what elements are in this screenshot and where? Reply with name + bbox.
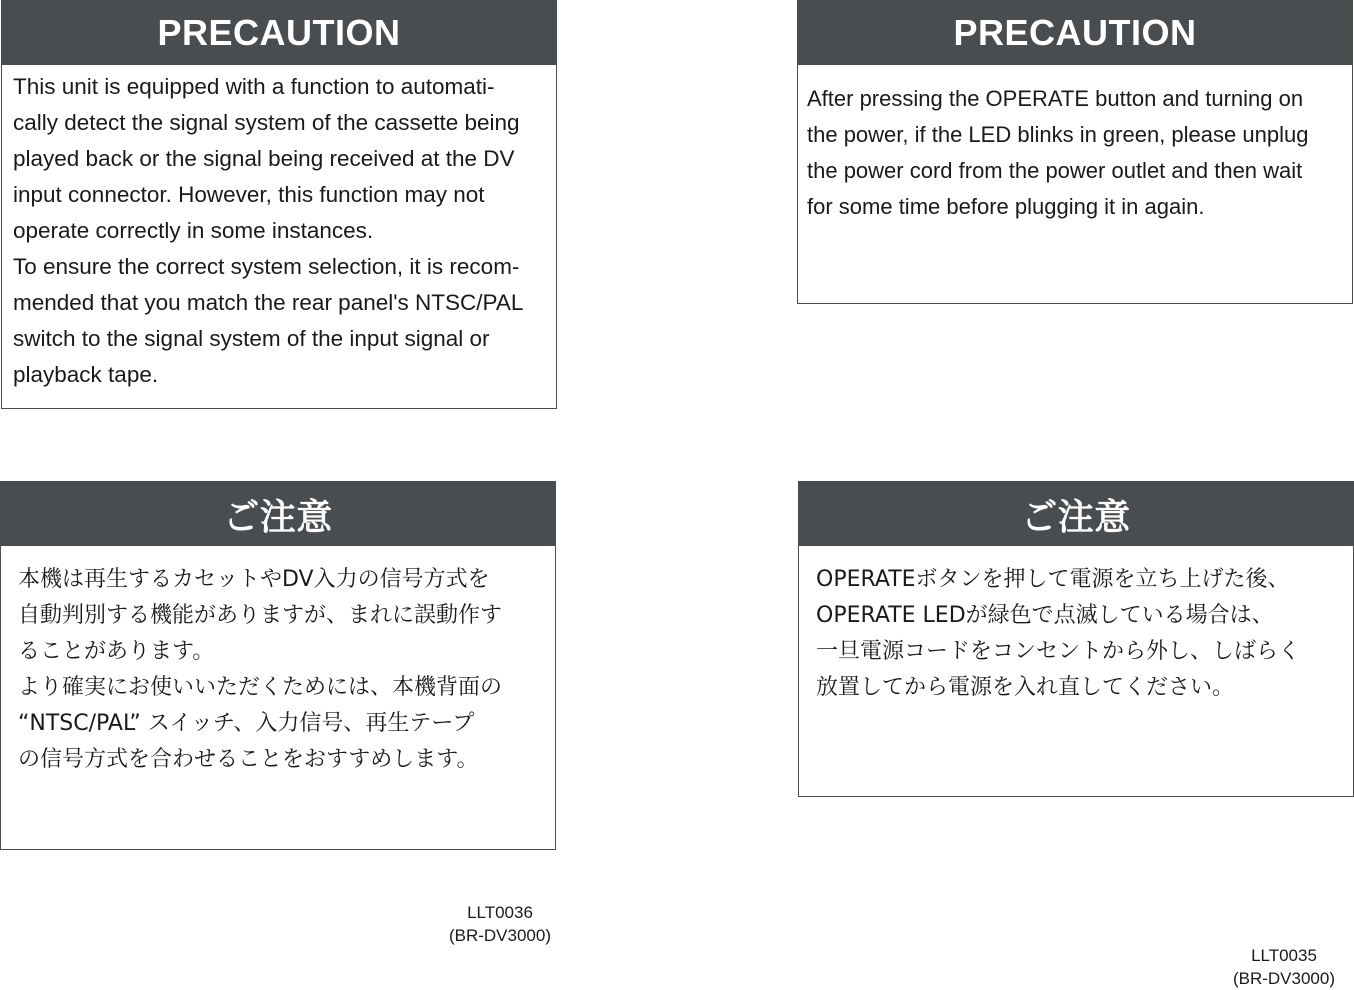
text-line: ることがあります。: [18, 639, 215, 664]
text-line: 一旦電源コードをコンセントから外し、しばらく: [816, 639, 1301, 664]
precaution-title: PRECAUTION: [798, 1, 1352, 65]
text-line: “NTSC/PAL” スイッチ、入力信号、再生テープ: [18, 711, 475, 736]
model-number: (BR-DV3000): [448, 926, 552, 945]
precaution-title: PRECAUTION: [2, 1, 556, 65]
precaution-notice-right: [797, 0, 1353, 304]
part-code: LLT0036: [467, 903, 533, 922]
japanese-notice-left: [0, 481, 556, 850]
text-line: 自動判別する機能がありますが、まれに誤動作す: [18, 603, 503, 628]
text-line: 放置してから電源を入れ直してください。: [816, 675, 1235, 700]
precaution-text: This unit is equipped with a function to automati- cally detect the signal system of the cassette being played back or the signal being received at the DV input connector. However, this function may not operate correctly in some instances. To ensure the correct system selection, it is recom- mended that you match the rear panel's NTSC/PAL switch to the signal system of the input signal or playback tape.: [13, 74, 524, 387]
precaution-text: After pressing the OPERATE button and turning on the power, if the LED blinks in green, please unplug the power cord from the power outlet and then wait for some time before plugging it in again.: [807, 86, 1309, 219]
text-line: OPERATE LEDが緑色で点滅している場合は、: [816, 603, 1274, 628]
japanese-notice-title: ご注意: [799, 482, 1353, 546]
text-line: の信号方式を合わせることをおすすめします。: [18, 747, 479, 772]
japanese-notice-text: [799, 546, 1353, 706]
part-code-label-left: [430, 901, 570, 947]
japanese-notice-title: ご注意: [1, 482, 555, 546]
text-line: 本機は再生するカセットやDV入力の信号方式を: [18, 567, 490, 592]
model-number: (BR-DV3000): [1232, 969, 1336, 988]
text-line: OPERATEボタンを押して電源を立ち上げた後、: [816, 567, 1290, 592]
text-line: より確実にお使いいただくためには、本機背面の: [18, 675, 503, 700]
japanese-notice-text: [1, 546, 555, 778]
part-code: LLT0035: [1251, 946, 1317, 965]
part-code-label-right: [1214, 944, 1354, 990]
japanese-notice-right: [798, 481, 1354, 797]
precaution-notice-left: [1, 0, 557, 409]
